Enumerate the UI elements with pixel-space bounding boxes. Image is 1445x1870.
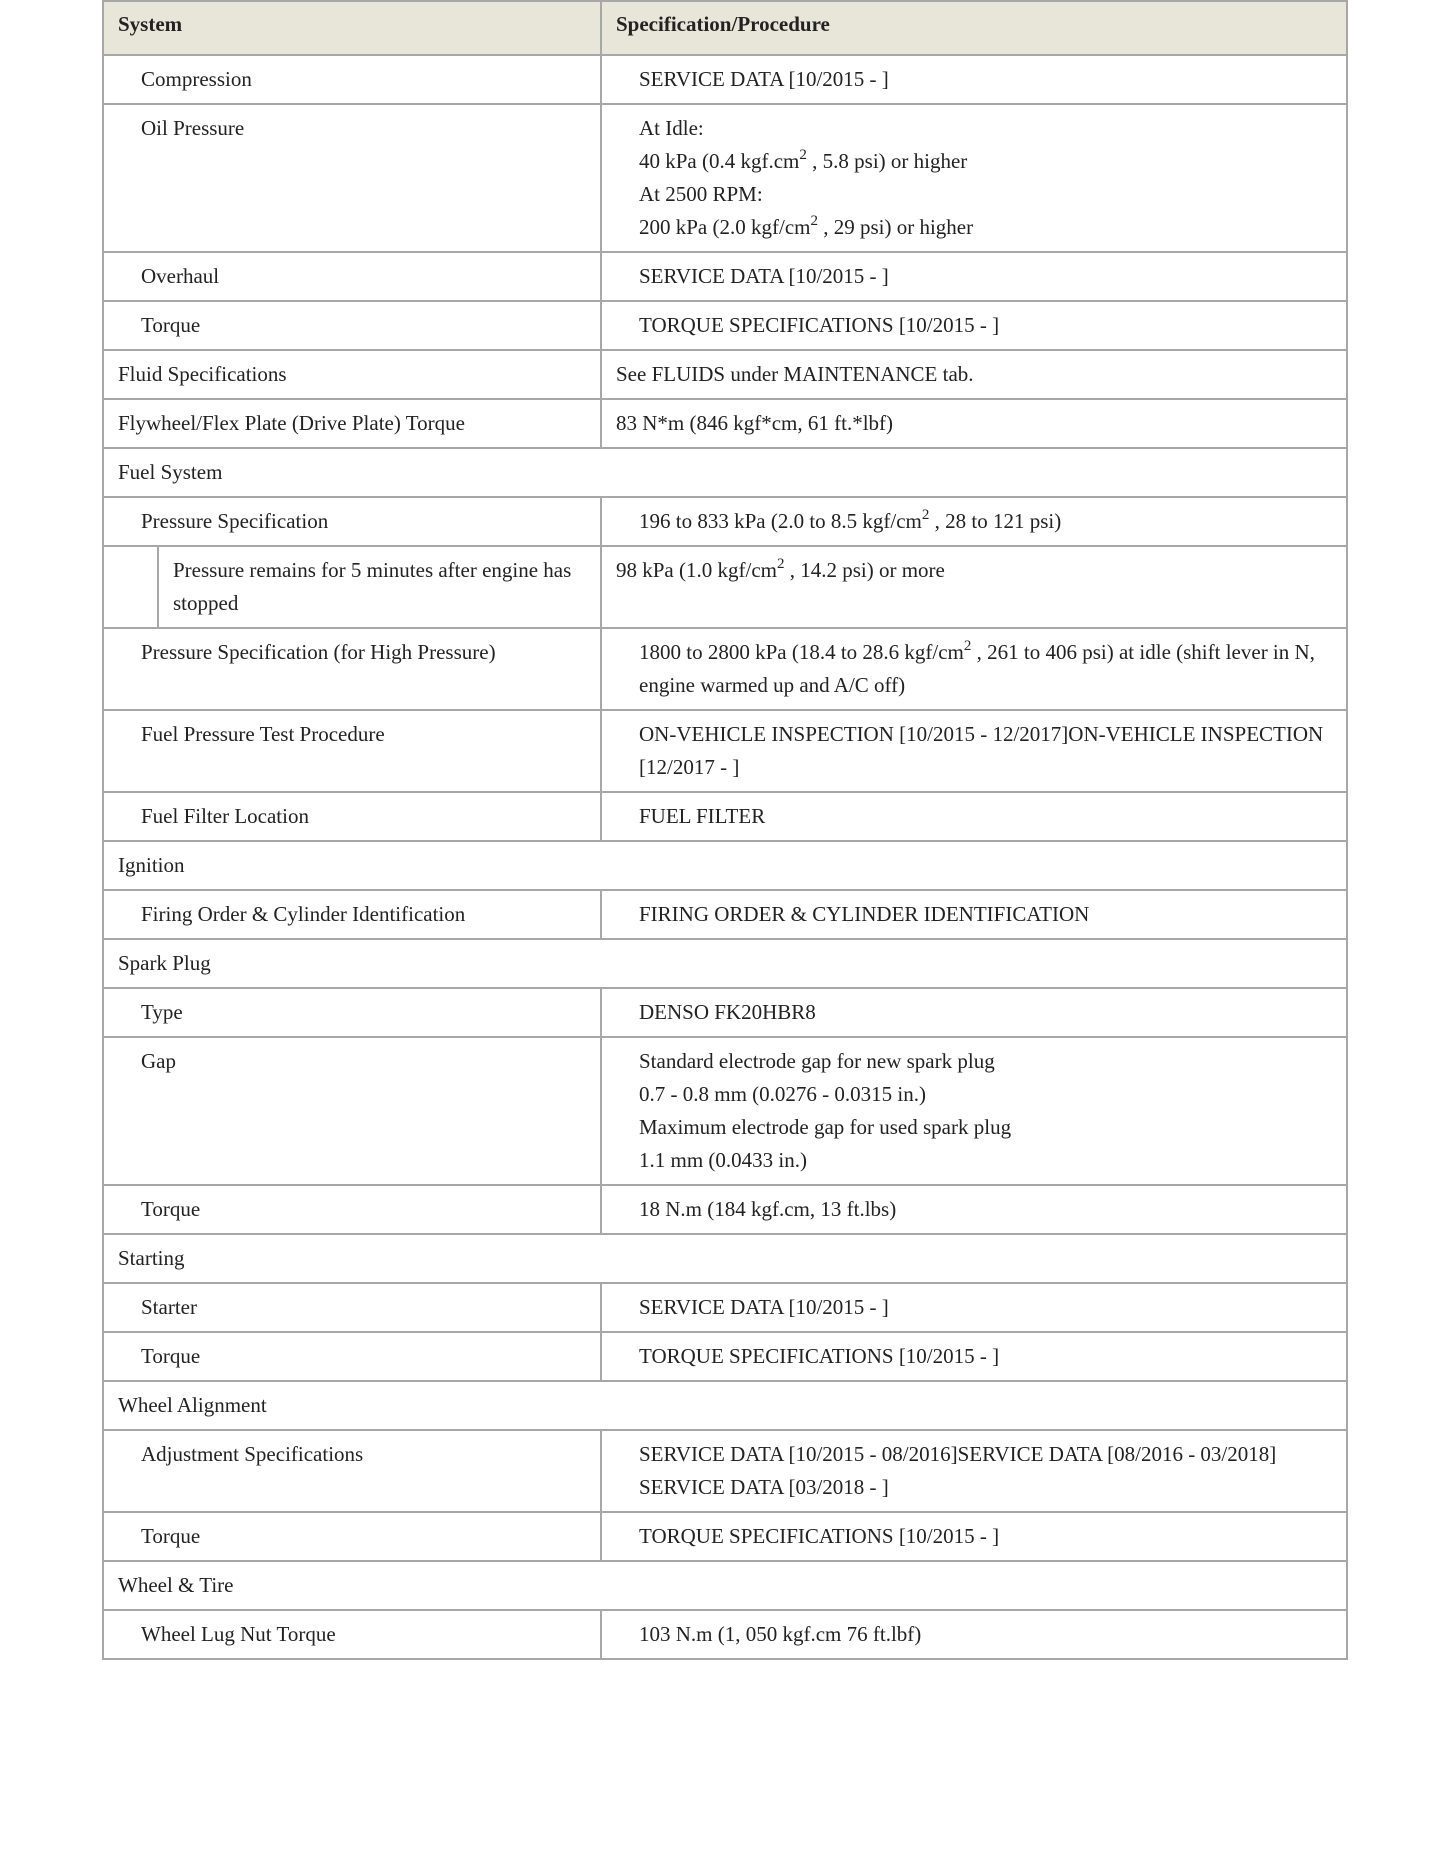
row-value: TORQUE SPECIFICATIONS [10/2015 - ] [601,301,1347,350]
row-label: Pressure Specification [103,497,601,546]
table-row [103,1332,1347,1381]
table-row [103,55,1347,104]
section-heading: Ignition [103,841,1347,890]
row-label: Adjustment Specifications [103,1430,601,1512]
row-label: Type [103,988,601,1037]
table-row [103,399,1347,448]
section-heading: Fuel System [103,448,1347,497]
table-row [103,628,1347,710]
row-value-link[interactable]: TORQUE SPECIFICATIONS [10/2015 - ] [601,1332,1347,1381]
row-label: Torque [103,1185,601,1234]
table-row [103,890,1347,939]
row-value: SERVICE DATA [10/2015 - ] [601,55,1347,104]
gap-line: 1.1 mm (0.0433 in.) [639,1148,807,1172]
row-label: Oil Pressure [103,104,601,252]
row-label: Firing Order & Cylinder Identification [103,890,601,939]
gap-line: Maximum electrode gap for used spark plug [639,1115,1012,1139]
table-row [103,1037,1347,1185]
table-row [103,301,1347,350]
row-value-link[interactable]: FUEL FILTER [601,792,1347,841]
section-heading: Starting [103,1234,1347,1283]
row-label: Overhaul [103,252,601,301]
table-row [103,988,1347,1037]
row-label: Gap [103,1037,601,1185]
row-value: SERVICE DATA [10/2015 - ] [601,252,1347,301]
row-value: 83 N*m (846 kgf*cm, 61 ft.*lbf) [601,399,1347,448]
section-row [103,841,1347,890]
row-label: Starter [103,1283,601,1332]
row-value-link[interactable]: ON-VEHICLE INSPECTION [10/2015 - 12/2017]ON-VEHICLE INSPECTION [12/2017 - ] [601,710,1347,792]
row-label: Fluid Specifications [103,350,601,399]
row-value: 103 N.m (1, 050 kgf.cm 76 ft.lbf) [601,1610,1347,1659]
row-label: Torque [103,1512,601,1561]
row-label: Pressure Specification (for High Pressure) [103,628,601,710]
section-heading: Wheel Alignment [103,1381,1347,1430]
nesting-divider [157,547,159,627]
oil-idle-label: At Idle: [639,116,704,140]
row-label: Flywheel/Flex Plate (Drive Plate) Torque [103,399,601,448]
row-value: See FLUIDS under MAINTENANCE tab. [601,350,1347,399]
gap-line: Standard electrode gap for new spark plug [639,1049,995,1073]
column-header-specification: Specification/Procedure [601,1,1347,55]
table-row [103,1283,1347,1332]
row-label: Torque [103,301,601,350]
section-heading: Spark Plug [103,939,1347,988]
table-row [103,1512,1347,1561]
row-label: Pressure remains for 5 minutes after engine has stopped [103,546,601,628]
oil-rpm-value: 200 kPa (2.0 kgf/$cm^2$ , 29 psi) or higher [639,213,974,239]
row-value: 18 N.m (184 kgf.cm, 13 ft.lbs) [601,1185,1347,1234]
table-row [103,1430,1347,1512]
table-header-row [103,1,1347,55]
row-value: DENSO FK20HBR8 [601,988,1347,1037]
table-row [103,497,1347,546]
row-value: 196 to 833 kPa (2.0 to 8.5 kgf/$cm^2$ , 28 to 121 psi) [601,497,1347,546]
row-label: Compression [103,55,601,104]
column-header-system: System [103,1,601,55]
table-row [103,350,1347,399]
row-value-link[interactable]: FIRING ORDER & CYLINDER IDENTIFICATION [601,890,1347,939]
section-row [103,1234,1347,1283]
table-row [103,710,1347,792]
row-value-link[interactable]: TORQUE SPECIFICATIONS [10/2015 - ] [601,1512,1347,1561]
oil-idle-value: 40 kPa (0.4 $kgf.cm^2$ , 5.8 psi) or higher [639,147,968,173]
oil-rpm-label: At 2500 RPM: [639,182,763,206]
section-row [103,1561,1347,1610]
row-label: Wheel Lug Nut Torque [103,1610,601,1659]
table-row [103,1185,1347,1234]
row-value: 98 kPa (1.0 kgf/$cm^2$ , 14.2 psi) or more [601,546,1347,628]
specification-table [102,0,1348,1660]
row-value-link[interactable]: SERVICE DATA [10/2015 - ] [601,1283,1347,1332]
section-row [103,939,1347,988]
table-row [103,252,1347,301]
row-value [601,104,1347,252]
table-row [103,104,1347,252]
row-value [601,1037,1347,1185]
section-row [103,1381,1347,1430]
row-label: Fuel Pressure Test Procedure [103,710,601,792]
section-heading: Wheel & Tire [103,1561,1347,1610]
gap-line: 0.7 - 0.8 mm (0.0276 - 0.0315 in.) [639,1082,926,1106]
table-row [103,792,1347,841]
row-value: 1800 to 2800 kPa (18.4 to 28.6 kgf/$cm^2$ , 261 to 406 psi) at idle (shift lever in N, engine warmed up and A/C off) [601,628,1347,710]
table-row [103,1610,1347,1659]
row-value-link[interactable]: SERVICE DATA [10/2015 - 08/2016]SERVICE DATA [08/2016 - 03/2018] SERVICE DATA [03/2018 - ] [601,1430,1347,1512]
section-row [103,448,1347,497]
row-label: Torque [103,1332,601,1381]
table-row [103,546,1347,628]
row-label: Fuel Filter Location [103,792,601,841]
